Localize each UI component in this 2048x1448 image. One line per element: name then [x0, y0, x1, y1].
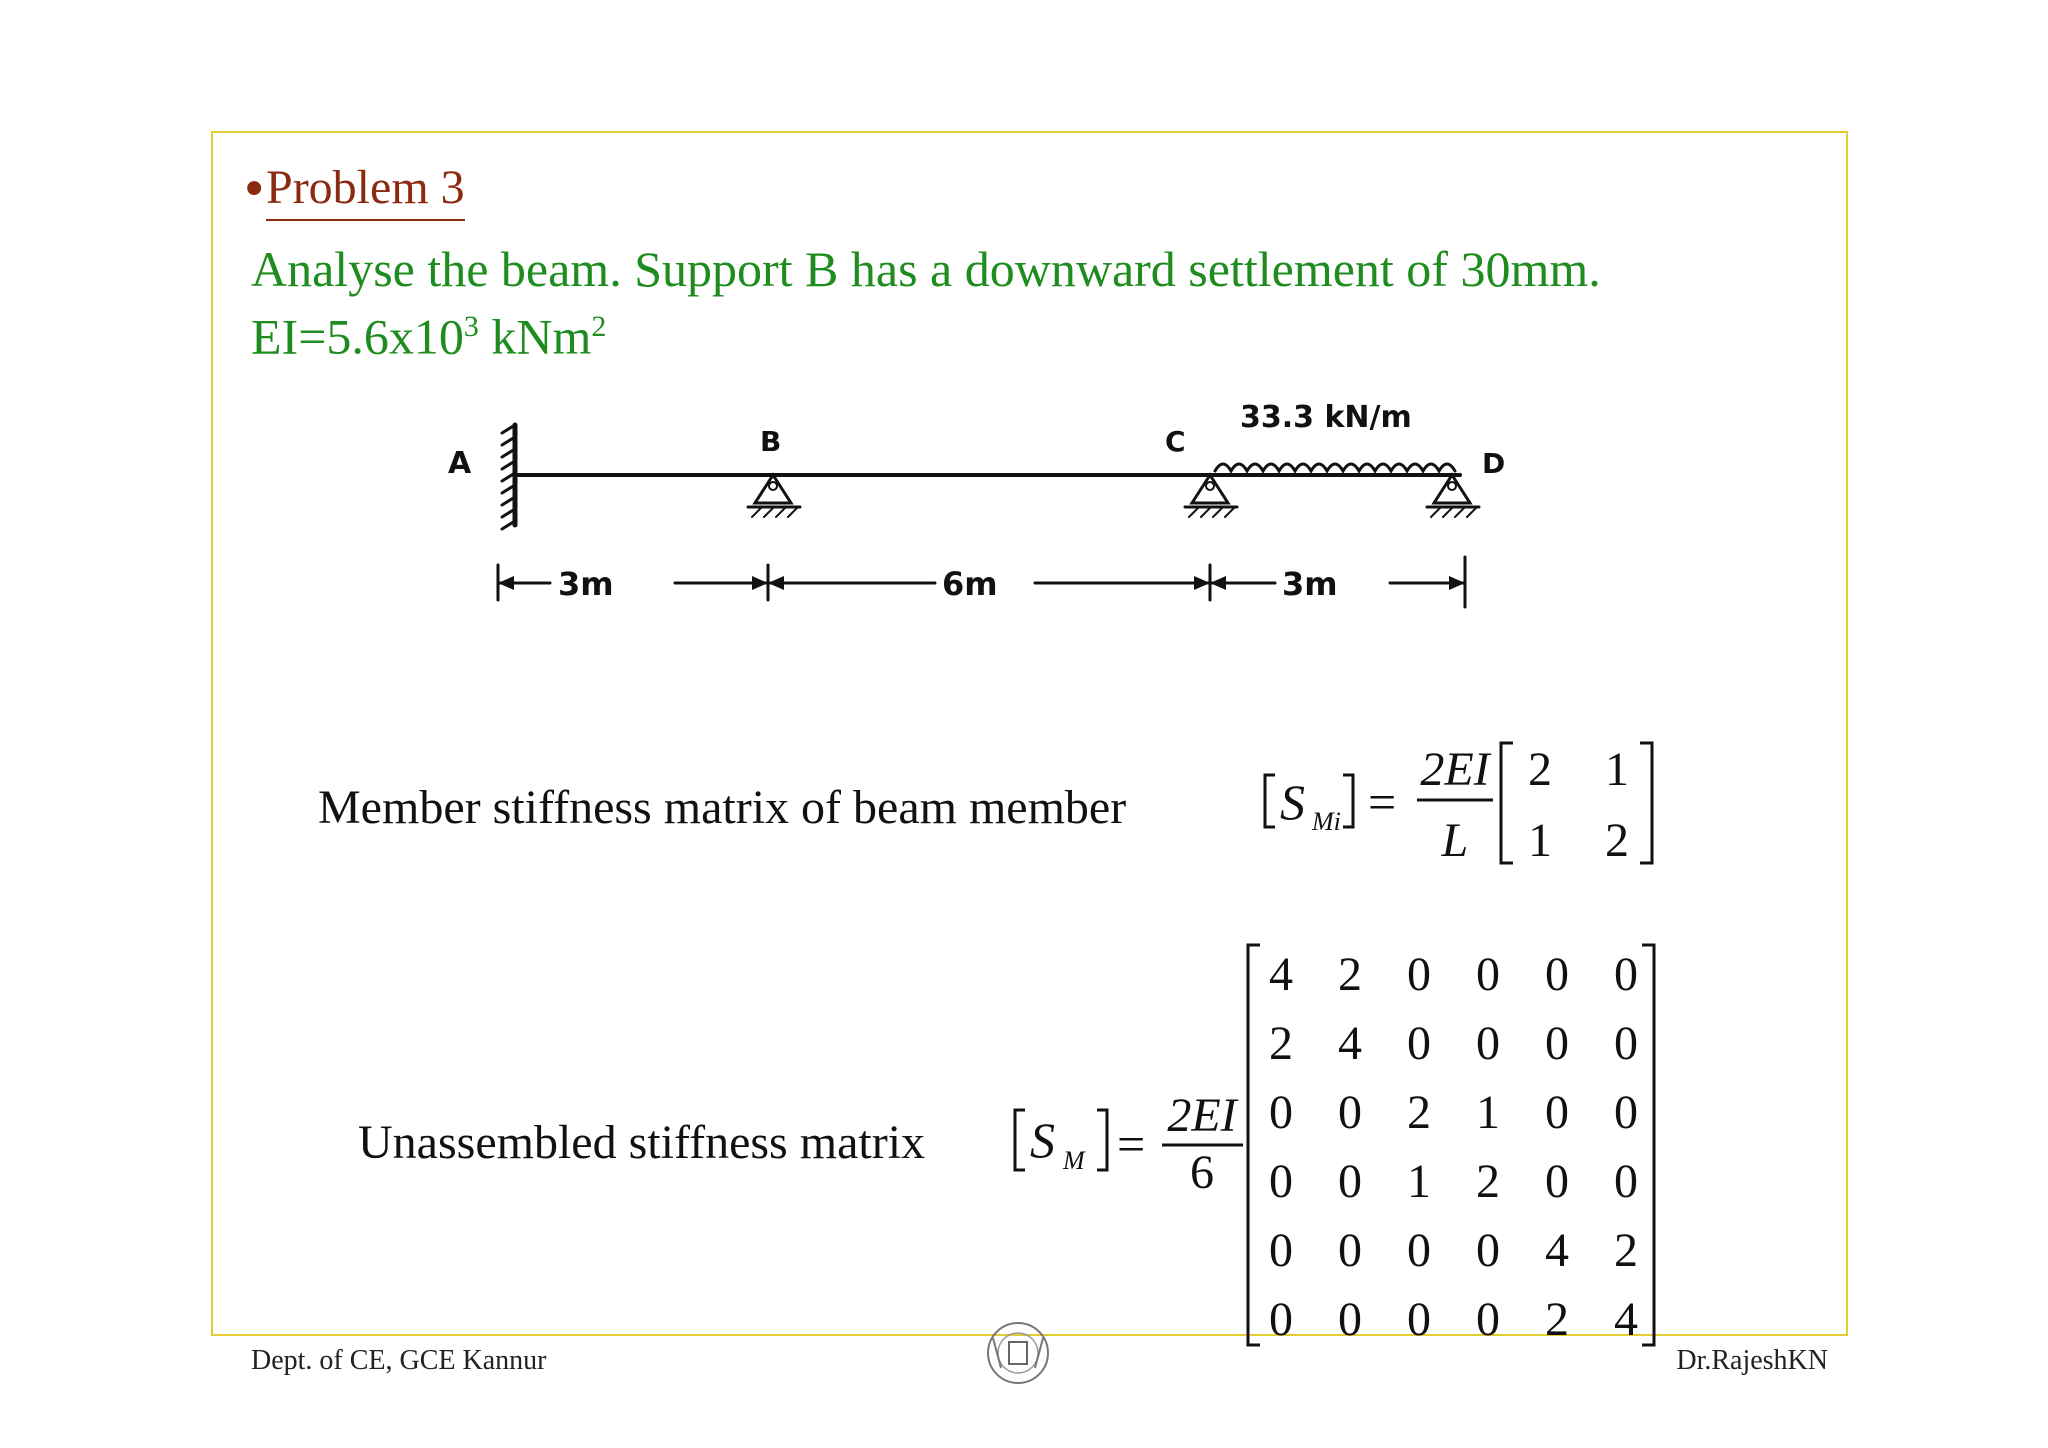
unassembled-cell: 0: [1407, 1293, 1431, 1346]
unassembled-cell: 2: [1614, 1224, 1638, 1277]
statement-line-2: $EI=5.6x10^3$ kNm$^2$: [251, 308, 607, 365]
span-label-3: 3m: [1282, 565, 1338, 603]
unassembled-cell: 2: [1338, 948, 1362, 1001]
unassembled-equals: =: [1117, 1116, 1146, 1172]
problem-statement: [251, 240, 1601, 366]
unassembled-cell: 4: [1338, 1017, 1362, 1070]
unassembled-cell: 0: [1476, 1017, 1500, 1070]
unassembled-cell: 0: [1338, 1155, 1362, 1208]
unassembled-cell: 0: [1476, 1293, 1500, 1346]
label-B: B: [760, 425, 782, 458]
unassembled-cell: 0: [1545, 1017, 1569, 1070]
unassembled-cell: 0: [1269, 1155, 1293, 1208]
footer-right: Dr.RajeshKN: [1676, 1345, 1828, 1376]
unassembled-cell: 0: [1269, 1224, 1293, 1277]
unassembled-cell: 4: [1614, 1293, 1638, 1346]
member-factor-den: L: [1441, 814, 1469, 867]
unassembled-matrix-grid: [1245, 940, 1665, 1350]
unassembled-cell: 0: [1614, 1086, 1638, 1139]
unassembled-matrix-symbol: [1005, 1085, 1250, 1195]
member-cell: 1: [1528, 814, 1552, 867]
problem-heading: Problem 3: [266, 160, 465, 221]
unassembled-symbol: S: [1030, 1112, 1055, 1168]
unassembled-cell: 0: [1476, 948, 1500, 1001]
unassembled-cell: 4: [1269, 948, 1293, 1001]
label-D: D: [1482, 447, 1506, 480]
unassembled-cell: 0: [1545, 1086, 1569, 1139]
span-label-2: 6m: [942, 565, 998, 603]
member-symbol: S: [1280, 774, 1305, 830]
load-label: 33.3 kN/m: [1240, 400, 1412, 435]
span-label-1: 3m: [558, 565, 614, 603]
member-equals: =: [1368, 774, 1397, 830]
member-matrix-label: Member stiffness matrix of beam member: [318, 781, 1127, 834]
unassembled-cell: 0: [1545, 948, 1569, 1001]
unassembled-factor-num: 2EI: [1167, 1089, 1237, 1142]
unassembled-subscript: M: [1063, 1146, 1085, 1175]
member-subscript: Mi: [1312, 807, 1341, 836]
member-cell: 1: [1605, 743, 1629, 796]
unassembled-cell: 1: [1476, 1086, 1500, 1139]
beam-diagram: [430, 385, 1550, 655]
unassembled-matrix-label: Unassembled stiffness matrix: [358, 1116, 926, 1169]
unassembled-cell: 2: [1545, 1293, 1569, 1346]
unassembled-cell: 0: [1338, 1224, 1362, 1277]
member-matrix-equation: [1255, 735, 1665, 880]
college-emblem: [983, 1318, 1053, 1388]
unassembled-cell: 0: [1338, 1086, 1362, 1139]
unassembled-cell: 0: [1269, 1086, 1293, 1139]
unassembled-factor-den: 6: [1190, 1146, 1214, 1195]
unassembled-cell: 0: [1614, 1017, 1638, 1070]
unassembled-cell: 0: [1407, 948, 1431, 1001]
unassembled-cell: 0: [1338, 1293, 1362, 1346]
footer-left: Dept. of CE, GCE Kannur: [251, 1345, 547, 1376]
unassembled-cell: 0: [1614, 948, 1638, 1001]
unassembled-cell: 2: [1269, 1017, 1293, 1070]
member-cell: 2: [1605, 814, 1629, 867]
unassembled-cell: 2: [1407, 1086, 1431, 1139]
unassembled-cell: 0: [1269, 1293, 1293, 1346]
unassembled-cell: 1: [1407, 1155, 1431, 1208]
unassembled-cell: 0: [1545, 1155, 1569, 1208]
bullet: •: [240, 162, 269, 218]
label-C: C: [1165, 425, 1186, 458]
unassembled-cell: 0: [1614, 1155, 1638, 1208]
label-A: A: [448, 446, 472, 481]
unassembled-cell: 2: [1476, 1155, 1500, 1208]
unassembled-cell: 0: [1476, 1224, 1500, 1277]
unassembled-cell: 4: [1545, 1224, 1569, 1277]
member-cell: 2: [1528, 743, 1552, 796]
statement-line-1: Analyse the beam. Support B has a downward settlement of 30mm.: [251, 241, 1601, 297]
member-factor-num: 2EI: [1420, 743, 1490, 796]
unassembled-cell: 0: [1407, 1224, 1431, 1277]
unassembled-cell: 0: [1407, 1017, 1431, 1070]
